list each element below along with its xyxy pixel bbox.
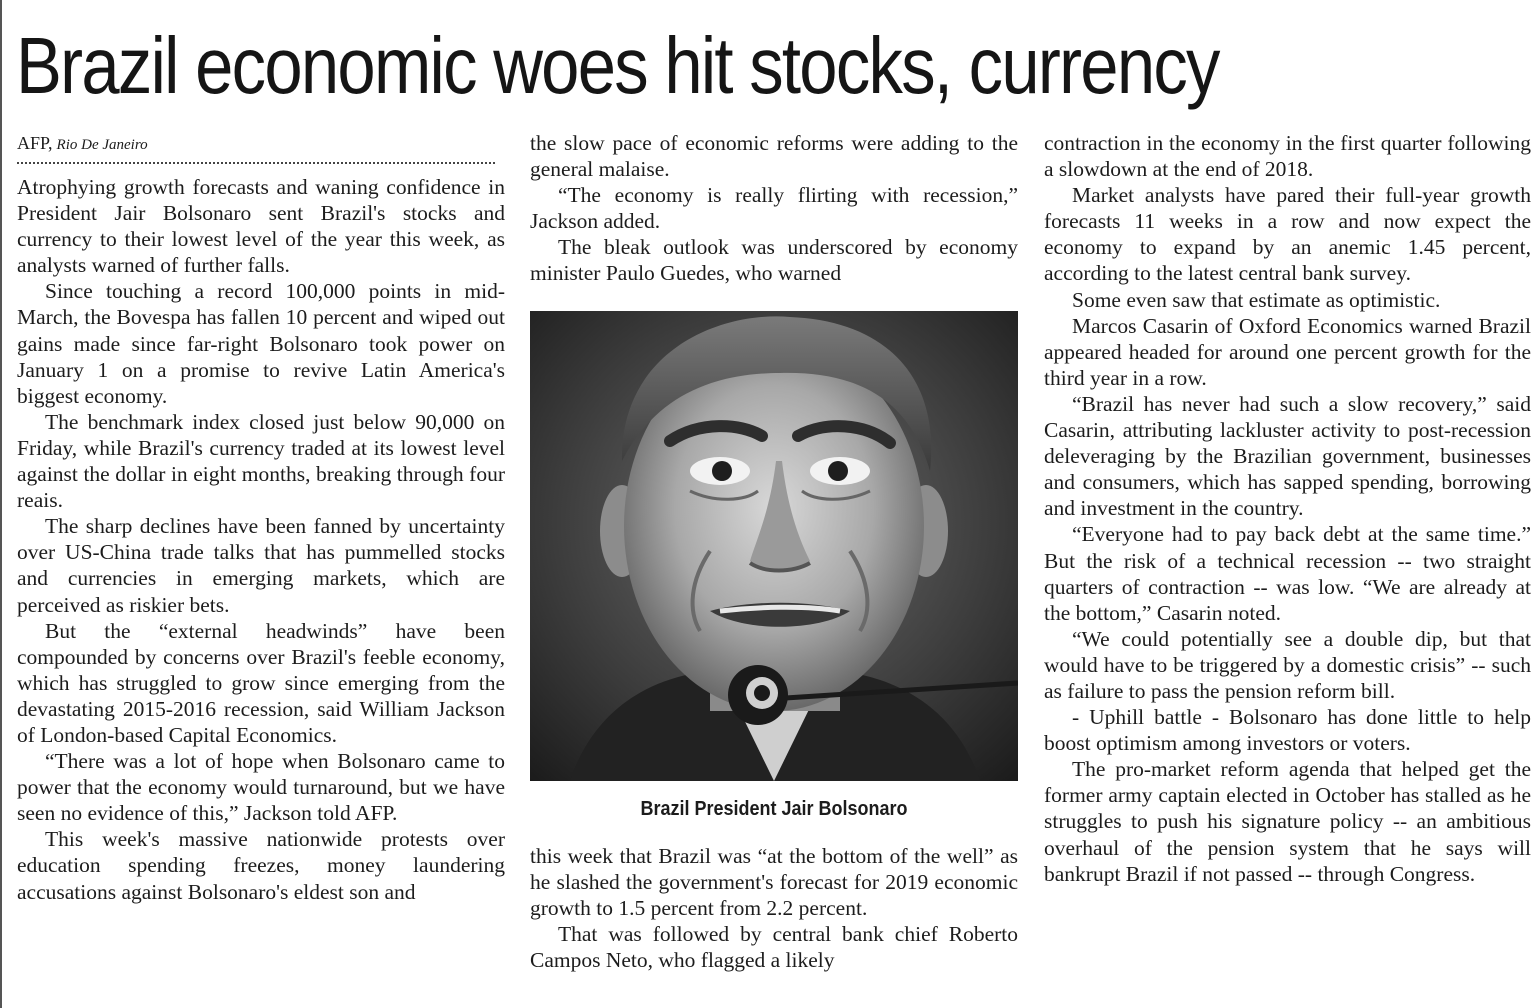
article-column-1 bbox=[17, 130, 505, 905]
paragraph: This week's massive nationwide protests over education spending freezes, money laundering accusations against Bolsonaro's eldest son and bbox=[17, 827, 505, 904]
paragraph: Atrophying growth forecasts and waning confidence in President Jair Bolsonaro sent Brazil's stocks and currency to their lowest level of the year this week, as analysts warned of further falls. bbox=[17, 175, 505, 278]
portrait-image bbox=[530, 311, 1018, 781]
paragraph: That was followed by central bank chief Roberto Campos Neto, who flagged a likely bbox=[530, 921, 1018, 972]
paragraph: the slow pace of economic reforms were adding to the general malaise. bbox=[530, 131, 1018, 182]
portrait-photo bbox=[530, 311, 1018, 781]
byline-agency: AFP, bbox=[17, 133, 53, 153]
paragraph: The sharp declines have been fanned by uncertainty over US-China trade talks that has pummelled stocks and currencies in emerging markets, which are perceived as riskier bets. bbox=[17, 514, 505, 617]
article-column-2 bbox=[530, 130, 1018, 973]
photo-caption: Brazil President Jair Bolsonaro bbox=[640, 797, 908, 820]
paragraph: The bleak outlook was underscored by economy minister Paulo Guedes, who warned bbox=[530, 235, 1018, 286]
byline-place: Rio De Janeiro bbox=[56, 137, 148, 153]
paragraph: contraction in the economy in the first quarter following a slowdown at the end of 2018. bbox=[1044, 131, 1531, 182]
paragraph: “Brazil has never had such a slow recovery,” said Casarin, attributing lackluster activity to post-recession deleveraging by the Brazilian government, businesses and consumers, which has sapped spending, borrowing and investment in the country. bbox=[1044, 391, 1531, 521]
paragraph: this week that Brazil was “at the bottom of the well” as he slashed the government's forecast for 2019 economic growth to 1.5 percent from 2.2 percent. bbox=[530, 843, 1018, 920]
paragraph: Marcos Casarin of Oxford Economics warned Brazil appeared headed for around one percent growth for the third year in a row. bbox=[1044, 313, 1531, 390]
byline-divider bbox=[17, 162, 495, 164]
paragraph: Market analysts have pared their full-year growth forecasts 11 weeks in a row and now expect the economy to expand by an anemic 1.45 percent, according to the latest central bank survey. bbox=[1044, 183, 1531, 286]
paragraph: “Everyone had to pay back debt at the same time.” But the risk of a technical recession -- two straight quarters of contraction -- was low. “We are already at the bottom,” Casarin noted. bbox=[1044, 522, 1531, 625]
article-column-3 bbox=[1044, 130, 1531, 887]
headline: Brazil economic woes hit stocks, currency bbox=[16, 21, 1219, 110]
paragraph: The benchmark index closed just below 90,000 on Friday, while Brazil's currency traded at its lowest level against the dollar in eight months, breaking through four reais. bbox=[17, 409, 505, 513]
paragraph: Some even saw that estimate as optimistic. bbox=[1072, 287, 1441, 312]
paragraph: - Uphill battle - Bolsonaro has done little to help boost optimism among investors or voters. bbox=[1044, 705, 1531, 756]
paragraph: “The economy is really flirting with recession,” Jackson added. bbox=[530, 183, 1018, 234]
paragraph: But the “external headwinds” have been compounded by concerns over Brazil's feeble economy, which has struggled to grow since emerging from the devastating 2015-2016 recession, said William Jackson of London-based Capital Economics. bbox=[17, 618, 505, 747]
paragraph: “We could potentially see a double dip, but that would have to be triggered by a domestic crisis” -- such as failure to pass the pension reform bill. bbox=[1044, 626, 1531, 703]
byline bbox=[17, 130, 505, 154]
paragraph: “There was a lot of hope when Bolsonaro came to power that the economy would turnaround, but we have seen no evidence of this,” Jackson told AFP. bbox=[17, 749, 505, 826]
paragraph: The pro-market reform agenda that helped get the former army captain elected in October has stalled as he struggles to push his signature policy -- an ambitious overhaul of the pension system that he says will bankrupt Brazil if not passed -- through Congress. bbox=[1044, 757, 1531, 886]
paragraph: Since touching a record 100,000 points in mid-March, the Bovespa has fallen 10 percent and wiped out gains made since far-right Bolsonaro took power on January 1 on a promise to revive Latin America's biggest economy. bbox=[17, 279, 505, 408]
